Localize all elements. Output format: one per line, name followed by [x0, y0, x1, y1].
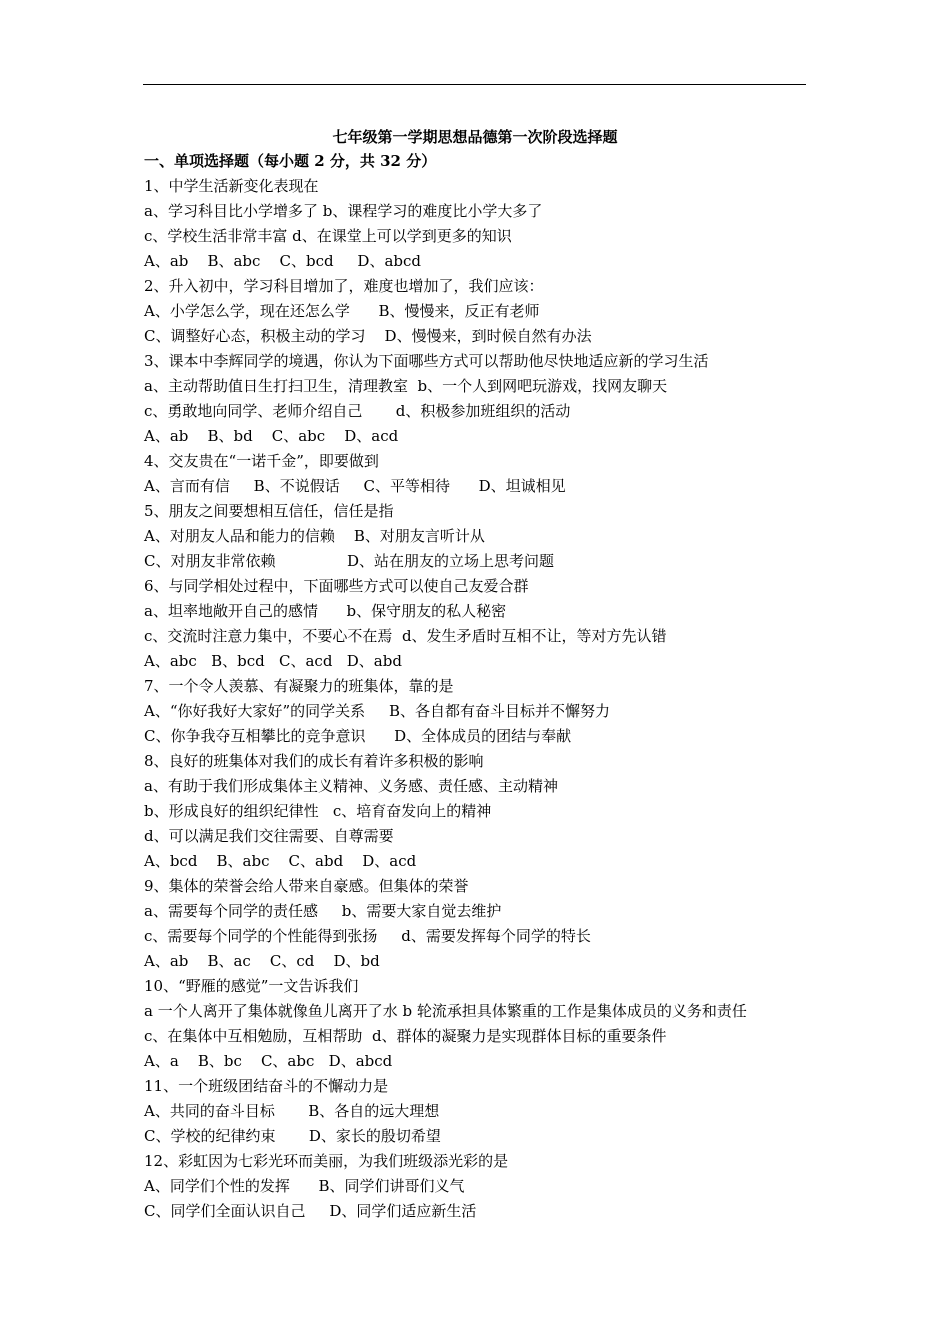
- q6-stem: 6、与同学相处过程中，下面哪些方式可以使自己友爱合群: [144, 577, 529, 595]
- q1-statements-ab: a、学习科目比小学增多了 b、课程学习的难度比小学大多了: [144, 202, 543, 220]
- q7-options-cd: C、你争我夺互相攀比的竞争意识 D、全体成员的团结与奉献: [144, 727, 572, 745]
- q9-options: A、ab B、ac C、cd D、bd: [144, 952, 380, 970]
- q2-options-cd: C、调整好心态，积极主动的学习 D、慢慢来，到时候自然有办法: [144, 327, 592, 345]
- q9-stem: 9、集体的荣誉会给人带来自豪感。但集体的荣誉: [144, 877, 469, 895]
- q1-statements-cd: c、学校生活非常丰富 d、在课堂上可以学到更多的知识: [144, 227, 512, 245]
- q8-options: A、bcd B、abc C、abd D、acd: [144, 852, 417, 870]
- q3-statements-cd: c、勇敢地向同学、老师介绍自己 d、积极参加班组织的活动: [144, 402, 571, 420]
- q10-options: A、a B、bc C、abc D、abcd: [144, 1052, 393, 1070]
- q8-statement-a: a、有助于我们形成集体主义精神、义务感、责任感、主动精神: [144, 777, 558, 795]
- q7-stem: 7、一个令人羡慕、有凝聚力的班集体，靠的是: [144, 677, 454, 695]
- q12-options-cd: C、同学们全面认识自己 D、同学们适应新生活: [144, 1202, 477, 1220]
- q5-options-cd: C、对朋友非常依赖 D、站在朋友的立场上思考问题: [144, 552, 555, 570]
- section-heading: 一、单项选择题（每小题 2 分，共 32 分）: [144, 152, 437, 170]
- q4-stem: 4、交友贵在“一诺千金”，即要做到: [144, 452, 379, 470]
- q11-stem: 11、一个班级团结奋斗的不懈动力是: [144, 1077, 389, 1095]
- q8-statement-d: d、可以满足我们交往需要、自尊需要: [144, 827, 394, 845]
- q9-statements-cd: c、需要每个同学的个性能得到张扬 d、需要发挥每个同学的特长: [144, 927, 591, 945]
- q10-stem: 10、“野雁的感觉”一文告诉我们: [144, 977, 359, 995]
- q10-statements-ab: a 一个人离开了集体就像鱼儿离开了水 b 轮流承担具体繁重的工作是集体成员的义务和责任: [144, 1002, 747, 1020]
- page-title: 七年级第一学期思想品德第一次阶段选择题: [332, 128, 618, 146]
- q4-options: A、言而有信 B、不说假话 C、平等相待 D、坦诚相见: [144, 477, 566, 495]
- q2-options-ab: A、小学怎么学，现在还怎么学 B、慢慢来，反正有老师: [144, 302, 540, 320]
- q9-statements-ab: a、需要每个同学的责任感 b、需要大家自觉去维护: [144, 902, 502, 920]
- q2-stem: 2、升入初中，学习科目增加了，难度也增加了，我们应该：: [144, 277, 544, 295]
- header-rule: [143, 84, 806, 85]
- q3-statements-ab: a、主动帮助值日生打扫卫生，清理教室 b、一个人到网吧玩游戏，找网友聊天: [144, 377, 668, 395]
- q3-options: A、ab B、bd C、abc D、acd: [144, 427, 399, 445]
- q3-stem: 3、课本中李辉同学的境遇，你认为下面哪些方式可以帮助他尽快地适应新的学习生活: [144, 352, 709, 370]
- q6-options: A、abc B、bcd C、acd D、abd: [144, 652, 402, 670]
- q6-statements-ab: a、坦率地敞开自己的感情 b、保守朋友的私人秘密: [144, 602, 507, 620]
- q12-stem: 12、彩虹因为七彩光环而美丽，为我们班级添光彩的是: [144, 1152, 509, 1170]
- q12-options-ab: A、同学们个性的发挥 B、同学们讲哥们义气: [144, 1177, 465, 1195]
- q8-statements-bc: b、形成良好的组织纪律性 c、培育奋发向上的精神: [144, 802, 492, 820]
- q5-stem: 5、朋友之间要想相互信任，信任是指: [144, 502, 394, 520]
- q1-stem: 1、中学生活新变化表现在: [144, 177, 319, 195]
- q11-options-ab: A、共同的奋斗目标 B、各自的远大理想: [144, 1102, 440, 1120]
- q11-options-cd: C、学校的纪律约束 D、家长的殷切希望: [144, 1127, 441, 1145]
- question-list: [144, 149, 814, 1224]
- q10-statements-cd: c、在集体中互相勉励，互相帮助 d、群体的凝聚力是实现群体目标的重要条件: [144, 1027, 667, 1045]
- q8-stem: 8、良好的班集体对我们的成长有着许多积极的影响: [144, 752, 484, 770]
- q1-options: A、ab B、abc C、bcd D、abcd: [144, 252, 421, 270]
- q6-statements-cd: c、交流时注意力集中，不要心不在焉 d、发生矛盾时互相不让，等对方先认错: [144, 627, 667, 645]
- q5-options-ab: A、对朋友人品和能力的信赖 B、对朋友言听计从: [144, 527, 485, 545]
- q7-options-ab: A、“你好我好大家好”的同学关系 B、各自都有奋斗目标并不懈努力: [144, 702, 611, 720]
